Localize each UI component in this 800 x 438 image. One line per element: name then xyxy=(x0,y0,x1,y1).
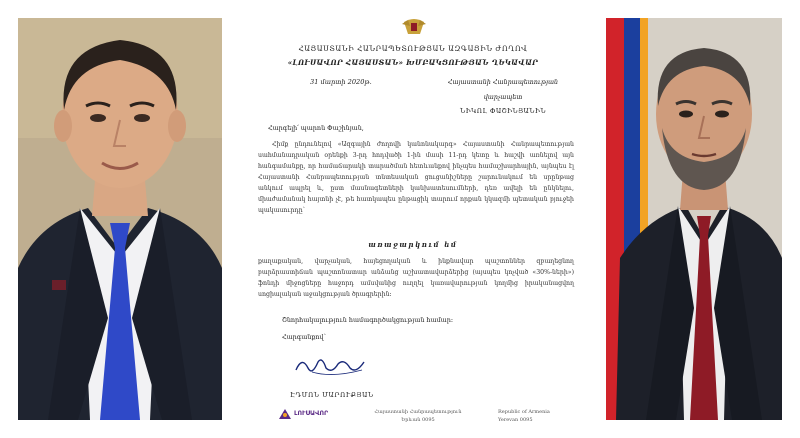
letter-header-line1: ՀԱՅԱՍՏԱՆԻ ՀԱՆՐԱՊԵՏՈՒԹՅԱՆ ԱԶԳԱՅԻՆ ԺՈՂՈՎ xyxy=(298,44,528,53)
letter-thanks-line: Շնորհակալություն համագործակցության համար։ xyxy=(282,316,454,324)
footer-center-line1: Հայաստանի Հանրապետություն xyxy=(374,409,462,415)
letter-closing: Հարգանքով՝ xyxy=(282,333,326,341)
right-portrait-photo xyxy=(606,18,782,420)
party-logo-icon xyxy=(278,408,292,420)
footer-right-line2: Yerevan 0095 xyxy=(498,417,533,423)
coat-of-arms-icon xyxy=(402,16,426,36)
letter-body-paragraph-1: Հիմք ընդունելով «Ազգային ժողովի կանոնակարգ» Հայաստանի Հանրապետության սահմանադրական օրենքի 3-րդ հոդվածի 1-ին մասի 11-րդ կետը և հաշվի առնելով այն հանգամանքը, որ համաճարակի տարածման հետևանքով ինչպես համաշխարհային, այնպես էլ Հայաստանի Հանրապետության տնտեսական ցուցանիշները շարունակում են սրընթաց անկում ապրել և, ըստ մասնագետների կանխատեսումների, դեռ ավելի են ընկնելու, միաժամանակ հայտնի չէ, թե հատկապես ընթացիկ տարում որքան կկազմի պետական բյուջեի պակասուրդը՝ xyxy=(258,141,574,214)
recipient-line1: Հայաստանի Հանրապետության xyxy=(447,78,559,86)
recipient-line2: վարչապետ xyxy=(483,93,523,101)
party-logo xyxy=(278,406,328,424)
handwritten-signature xyxy=(292,352,372,380)
letter-header-line2: «ԼՈՒՍԱՎՈՐ ՀԱՅԱՍՏԱՆ» ԽՄԲԱԿՑՈՒԹՅԱՆ ՂԵԿԱՎԱՐ xyxy=(287,58,539,67)
party-logo-text: ԼՈՒՍԱՎՈՐ xyxy=(294,410,329,417)
footer-right-line1: Republic of Armenia xyxy=(498,409,550,415)
left-portrait-photo xyxy=(18,18,222,420)
letter-body-paragraph-2: քաղաքական, վարչական, հայեցողական և ինքնավար պաշտոններ զբաղեցնող բարձրաստիճան պաշտոնատար անձանց աշխատավարձերից (այսպես կոչված «30%-ների») ֆոնդի միջոցները հաջորդ ամսվանից ուղղել կառավարության կողմից իրականացվող սոցիալական աջակցության ծրագրերին։ xyxy=(258,258,574,298)
letter-date: 31 մարտի 2020թ. xyxy=(310,78,372,86)
letter-salutation: Հարգելի՛ պարոն Փաշինյան, xyxy=(268,124,364,132)
footer-center-line2: Երևան 0095 xyxy=(401,417,435,423)
letter-document xyxy=(228,8,598,432)
letter-proposal-heading: առաջարկում եմ xyxy=(368,240,458,249)
right-portrait-illustration xyxy=(606,18,782,420)
left-portrait-illustration xyxy=(18,18,222,420)
recipient-name: ՆԻԿՈԼ ՓԱՇԻՆՅԱՆԻՆ xyxy=(459,107,547,115)
signer-name: ԷԴՄՈՆ ՄԱՐՈՒՔՅԱՆ xyxy=(290,391,374,399)
